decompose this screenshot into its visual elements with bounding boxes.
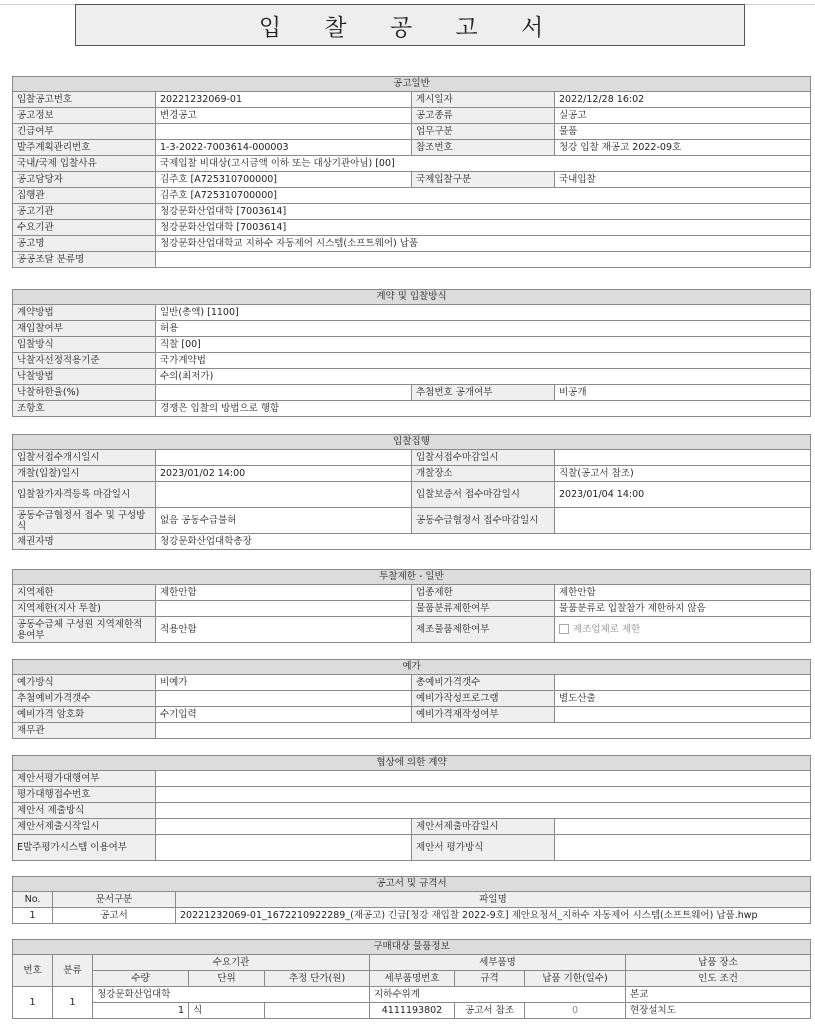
field-value	[156, 124, 412, 140]
field-value: 비예가	[156, 675, 412, 691]
field-value	[555, 707, 811, 723]
table-row	[13, 369, 811, 385]
field-label: 인도 조건	[626, 971, 811, 987]
table-row	[13, 305, 811, 321]
field-value	[265, 1003, 370, 1019]
field-label: 물품분류제한여부	[412, 601, 555, 617]
field-label: 긴급여부	[13, 124, 156, 140]
field-label: 국내/국제 입찰사유	[13, 156, 156, 172]
field-label: 개찰(입찰)일시	[13, 466, 156, 482]
field-value: 지하수위계	[370, 987, 626, 1003]
file-link[interactable]: 20221232069-01_1672210922289_(재공고) 긴급[청강 재입찰 2022-9호] 제안요청서_지하수 자동제어 시스템(소프트웨어) 납품.hwp	[176, 908, 811, 924]
field-value	[156, 819, 412, 835]
field-label: 제안서제출마감일시	[412, 819, 555, 835]
field-value	[156, 691, 412, 707]
table-row	[13, 188, 811, 204]
field-value	[555, 835, 811, 861]
field-label: 입찰참가자격등록 마감일시	[13, 482, 156, 508]
table-row	[13, 466, 811, 482]
field-label: 입찰방식	[13, 337, 156, 353]
field-value: 직찰 [00]	[156, 337, 811, 353]
files-section	[12, 876, 811, 924]
field-value: 변경공고	[156, 108, 412, 124]
field-value: 0	[525, 1003, 626, 1019]
field-label: 재입찰여부	[13, 321, 156, 337]
field-value: 물품	[555, 124, 811, 140]
field-label: 참조번호	[412, 140, 555, 156]
field-label: 수요기관	[93, 955, 370, 971]
field-label: 지역제한	[13, 585, 156, 601]
field-value	[156, 385, 412, 401]
field-label: 업무구분	[412, 124, 555, 140]
table-row	[13, 1003, 811, 1019]
field-label: 공공조달 분류명	[13, 252, 156, 268]
table-row	[13, 124, 811, 140]
field-value	[156, 482, 412, 508]
table-row	[13, 508, 811, 534]
field-label: 조항호	[13, 401, 156, 417]
general-section	[12, 76, 811, 268]
field-label: 국제입찰구분	[412, 172, 555, 188]
field-label: 예가방식	[13, 675, 156, 691]
field-label: 공고담당자	[13, 172, 156, 188]
field-label: 게시일자	[412, 92, 555, 108]
field-label: 제안서 평가방식	[412, 835, 555, 861]
field-label: 평가대행접수번호	[13, 787, 156, 803]
table-row	[13, 482, 811, 508]
field-value: 비공개	[555, 385, 811, 401]
field-label: 예비가격재작성여부	[412, 707, 555, 723]
negotiation-section	[12, 755, 811, 861]
table-row	[13, 601, 811, 617]
field-value: 제조업체로 제한	[555, 617, 811, 643]
field-value: 김주호 [A725310700000]	[156, 172, 412, 188]
field-value: 청강 입찰 재공고 2022-09호	[555, 140, 811, 156]
field-label: 입찰공고번호	[13, 92, 156, 108]
table-row	[13, 321, 811, 337]
field-label: 발주계획관리번호	[13, 140, 156, 156]
field-value: 수의(최저가)	[156, 369, 811, 385]
field-value: 1	[13, 987, 53, 1019]
table-row	[13, 908, 811, 924]
table-row	[13, 92, 811, 108]
field-value	[156, 450, 412, 466]
field-value	[156, 835, 412, 861]
table-row	[13, 353, 811, 369]
table-row	[13, 835, 811, 861]
table-row	[13, 236, 811, 252]
table-row	[13, 585, 811, 601]
document-title: 입 찰 공 고 서	[75, 4, 745, 46]
field-label: 집행관	[13, 188, 156, 204]
field-label: 공동수급체 구성원 지역제한적용여부	[13, 617, 156, 643]
table-row	[13, 771, 811, 787]
table-row	[13, 401, 811, 417]
field-label: 업종제한	[412, 585, 555, 601]
field-value: 본교	[626, 987, 811, 1003]
field-value: 1-3-2022-7003614-000003	[156, 140, 412, 156]
table-header-row	[13, 892, 811, 908]
field-label: 계약방법	[13, 305, 156, 321]
field-value: 공고서 참조	[455, 1003, 525, 1019]
field-label: 문서구분	[53, 892, 176, 908]
goods-section	[12, 939, 811, 1019]
field-label: 제안서제출시작일시	[13, 819, 156, 835]
field-value	[156, 771, 811, 787]
field-value: 2022/12/28 16:02	[555, 92, 811, 108]
field-value	[156, 723, 811, 739]
table-row	[13, 450, 811, 466]
field-value: 직찰(공고서 참조)	[555, 466, 811, 482]
field-value: 4111193802	[370, 1003, 455, 1019]
manufacturer-limit-checkbox[interactable]	[559, 624, 569, 634]
field-value: 실공고	[555, 108, 811, 124]
section-header: 예가	[13, 660, 811, 675]
field-value: 청강문화산업대학	[93, 987, 370, 1003]
table-row	[13, 140, 811, 156]
field-value: 허용	[156, 321, 811, 337]
field-label: E발주평가시스템 이용여부	[13, 835, 156, 861]
field-label: 제조물품제한여부	[412, 617, 555, 643]
field-value: 청강문화산업대학 [7003614]	[156, 204, 811, 220]
field-label: 공고기관	[13, 204, 156, 220]
field-label: 규격	[455, 971, 525, 987]
field-label: 지역제한(지사 투찰)	[13, 601, 156, 617]
table-row	[13, 723, 811, 739]
field-value	[555, 675, 811, 691]
field-value: 청강문화산업대학총장	[156, 534, 811, 550]
field-value	[555, 508, 811, 534]
field-label: 낙찰하한율(%)	[13, 385, 156, 401]
field-label: 예비가격 암호화	[13, 707, 156, 723]
field-value: 식	[189, 1003, 265, 1019]
field-value: 국가계약법	[156, 353, 811, 369]
field-value: 청강문화산업대학 [7003614]	[156, 220, 811, 236]
field-label: 추첨예비가격갯수	[13, 691, 156, 707]
field-value: 2023/01/04 14:00	[555, 482, 811, 508]
field-label: 납품 장소	[626, 955, 811, 971]
table-row	[13, 108, 811, 124]
field-label: 예비가작성프로그램	[412, 691, 555, 707]
contract-section	[12, 289, 811, 417]
table-row	[13, 220, 811, 236]
table-row	[13, 691, 811, 707]
field-label: 채권자명	[13, 534, 156, 550]
table-row	[13, 787, 811, 803]
field-value: 국내입찰	[555, 172, 811, 188]
field-value: 국제입찰 비대상(고시금액 이하 또는 대상기관아님) [00]	[156, 156, 811, 172]
field-label: 개찰장소	[412, 466, 555, 482]
table-row	[13, 252, 811, 268]
table-row	[13, 534, 811, 550]
field-label: 추정 단가(원)	[265, 971, 370, 987]
field-value: 적용안함	[156, 617, 412, 643]
field-value: 별도산출	[555, 691, 811, 707]
field-label: 입찰서접수마감일시	[412, 450, 555, 466]
field-label: 공고정보	[13, 108, 156, 124]
field-label: 추첨번호 공개여부	[412, 385, 555, 401]
restriction-section	[12, 569, 811, 643]
field-value: 2023/01/02 14:00	[156, 466, 412, 482]
field-value: 제한안함	[156, 585, 412, 601]
section-header: 공고서 및 규격서	[13, 877, 811, 892]
field-value: 현장설치도	[626, 1003, 811, 1019]
field-label: 수요기관	[13, 220, 156, 236]
field-value	[156, 787, 811, 803]
section-header: 공고일반	[13, 77, 811, 92]
field-label: 번호	[13, 955, 53, 987]
section-header: 협상에 의한 계약	[13, 756, 811, 771]
field-label: 입찰서접수개시일시	[13, 450, 156, 466]
execution-section	[12, 434, 811, 550]
field-label: 분류	[53, 955, 93, 987]
table-row	[13, 172, 811, 188]
table-row	[13, 204, 811, 220]
field-label: 공고명	[13, 236, 156, 252]
section-header: 구매대상 물품정보	[13, 940, 811, 955]
field-label: 단위	[189, 971, 265, 987]
table-row	[13, 675, 811, 691]
table-row	[13, 337, 811, 353]
field-value: 없음 공동수급불허	[156, 508, 412, 534]
field-value	[156, 252, 811, 268]
field-label: 공동수급협정서 접수 및 구성방식	[13, 508, 156, 534]
table-row	[13, 803, 811, 819]
field-value: 청강문화산업대학교 지하수 자동제어 시스템(소프트웨어) 납품	[156, 236, 811, 252]
field-label: 낙찰자선정적용기준	[13, 353, 156, 369]
field-value: 경쟁은 입찰의 방법으로 행함	[156, 401, 811, 417]
price-section	[12, 659, 811, 739]
table-row	[13, 707, 811, 723]
field-value: 김주호 [A725310700000]	[156, 188, 811, 204]
field-label: 공고종류	[412, 108, 555, 124]
field-label: 제안서평가대행여부	[13, 771, 156, 787]
field-label: 재무관	[13, 723, 156, 739]
field-value: 수기입력	[156, 707, 412, 723]
field-value: 1	[13, 908, 53, 924]
field-label: 입찰보증서 접수마감일시	[412, 482, 555, 508]
field-value	[156, 803, 811, 819]
field-label: 파일명	[176, 892, 811, 908]
field-label: 세부품명번호	[370, 971, 455, 987]
table-row	[13, 987, 811, 1003]
field-value: 1	[93, 1003, 189, 1019]
field-label: 총예비가격갯수	[412, 675, 555, 691]
field-value: 공고서	[53, 908, 176, 924]
field-label: 낙찰방법	[13, 369, 156, 385]
section-header: 입찰집행	[13, 435, 811, 450]
field-value: 20221232069-01	[156, 92, 412, 108]
table-row	[13, 617, 811, 643]
field-label: 세부품명	[370, 955, 626, 971]
field-label: 공동수급협정서 접수마감일시	[412, 508, 555, 534]
table-row	[13, 156, 811, 172]
field-label: 수량	[93, 971, 189, 987]
field-value	[156, 601, 412, 617]
field-value: 물품분류로 입찰참가 제한하지 않음	[555, 601, 811, 617]
field-value	[555, 450, 811, 466]
table-header-row	[13, 971, 811, 987]
table-row	[13, 819, 811, 835]
field-value	[555, 819, 811, 835]
table-row	[13, 385, 811, 401]
field-value: 일반(총액) [1100]	[156, 305, 811, 321]
field-value: 제한안함	[555, 585, 811, 601]
field-label: 납품 기한(일수)	[525, 971, 626, 987]
field-label: 제안서 제출방식	[13, 803, 156, 819]
field-value: 1	[53, 987, 93, 1019]
table-header-row	[13, 955, 811, 971]
field-label: No.	[13, 892, 53, 908]
section-header: 계약 및 입찰방식	[13, 290, 811, 305]
section-header: 투찰제한 - 일반	[13, 570, 811, 585]
